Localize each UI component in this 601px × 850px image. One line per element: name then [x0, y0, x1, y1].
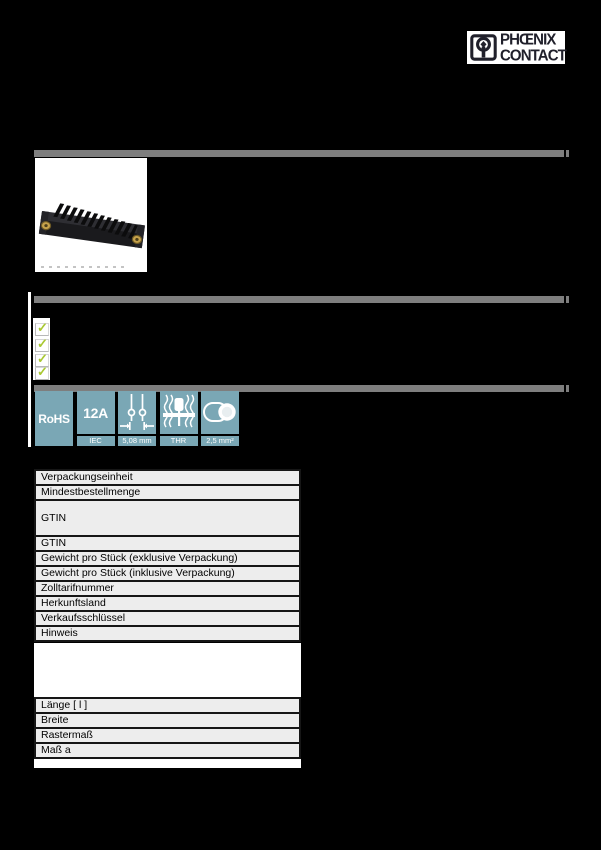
- section-divider-bar-cap: [566, 296, 569, 303]
- badge-cross-section: [201, 391, 239, 446]
- left-edge-sliver: [28, 292, 31, 447]
- photo-caption-marks: [41, 266, 127, 268]
- pin-pitch-icon: [118, 391, 156, 434]
- connector-photo: [35, 158, 147, 272]
- table-row: Hinweis: [41, 627, 78, 639]
- section-divider-bar: [34, 150, 564, 157]
- table-row: Herkunftsland: [36, 597, 299, 612]
- table-row: GTIN: [36, 501, 299, 537]
- table-row: Mindestbestellmenge: [36, 486, 299, 501]
- badge-rohs: [35, 391, 73, 446]
- section-divider-bar: [34, 296, 564, 303]
- check-icon: ✓: [37, 364, 48, 379]
- badge-pitch: [118, 391, 156, 446]
- table-row: Zolltarifnummer: [36, 582, 299, 597]
- thr-soldering-icon: [160, 391, 198, 434]
- thr-label: THR: [160, 436, 198, 446]
- table-row: Länge [ l ]: [36, 699, 299, 714]
- section-divider-bar-cap: [566, 150, 569, 157]
- dimensions-table: [34, 697, 301, 759]
- brand-line1: PHŒNIX: [500, 30, 556, 49]
- table-row: Verkaufsschlüssel: [36, 612, 299, 627]
- pitch-label: 5,08 mm: [118, 436, 156, 446]
- brand-wordmark: [500, 32, 566, 64]
- current-rating-label: 12A: [83, 404, 108, 421]
- logo-p-icon: [470, 34, 497, 61]
- cross-section-label: 2,5 mm²: [201, 436, 239, 446]
- check-icon: ✓: [37, 320, 48, 335]
- feature-bullet-strip: [33, 318, 50, 380]
- check-icon: ✓: [37, 351, 48, 366]
- packaging-table: [34, 469, 301, 642]
- phoenix-contact-logo: [467, 31, 565, 64]
- table-row: Breite: [36, 714, 299, 729]
- table-row: Gewicht pro Stück (inklusive Verpackung): [36, 567, 299, 582]
- brand-line2: CONTACT: [500, 46, 566, 65]
- conductor-cross-section-icon: [201, 391, 239, 434]
- table-row: Verpackungseinheit: [36, 471, 299, 486]
- table-row: Maß a: [41, 744, 71, 756]
- section-divider-bar-cap: [566, 385, 569, 392]
- table-row: GTIN: [36, 537, 299, 552]
- iec-label: IEC: [77, 436, 115, 446]
- check-icon: ✓: [37, 336, 48, 351]
- table-row: Gewicht pro Stück (exklusive Verpackung): [36, 552, 299, 567]
- product-photo-panel: [35, 158, 147, 272]
- badge-thr: [160, 391, 198, 446]
- rohs-label: RoHS: [38, 411, 70, 426]
- table-row: Rastermaß: [36, 729, 299, 744]
- badge-current-rating: [77, 391, 115, 446]
